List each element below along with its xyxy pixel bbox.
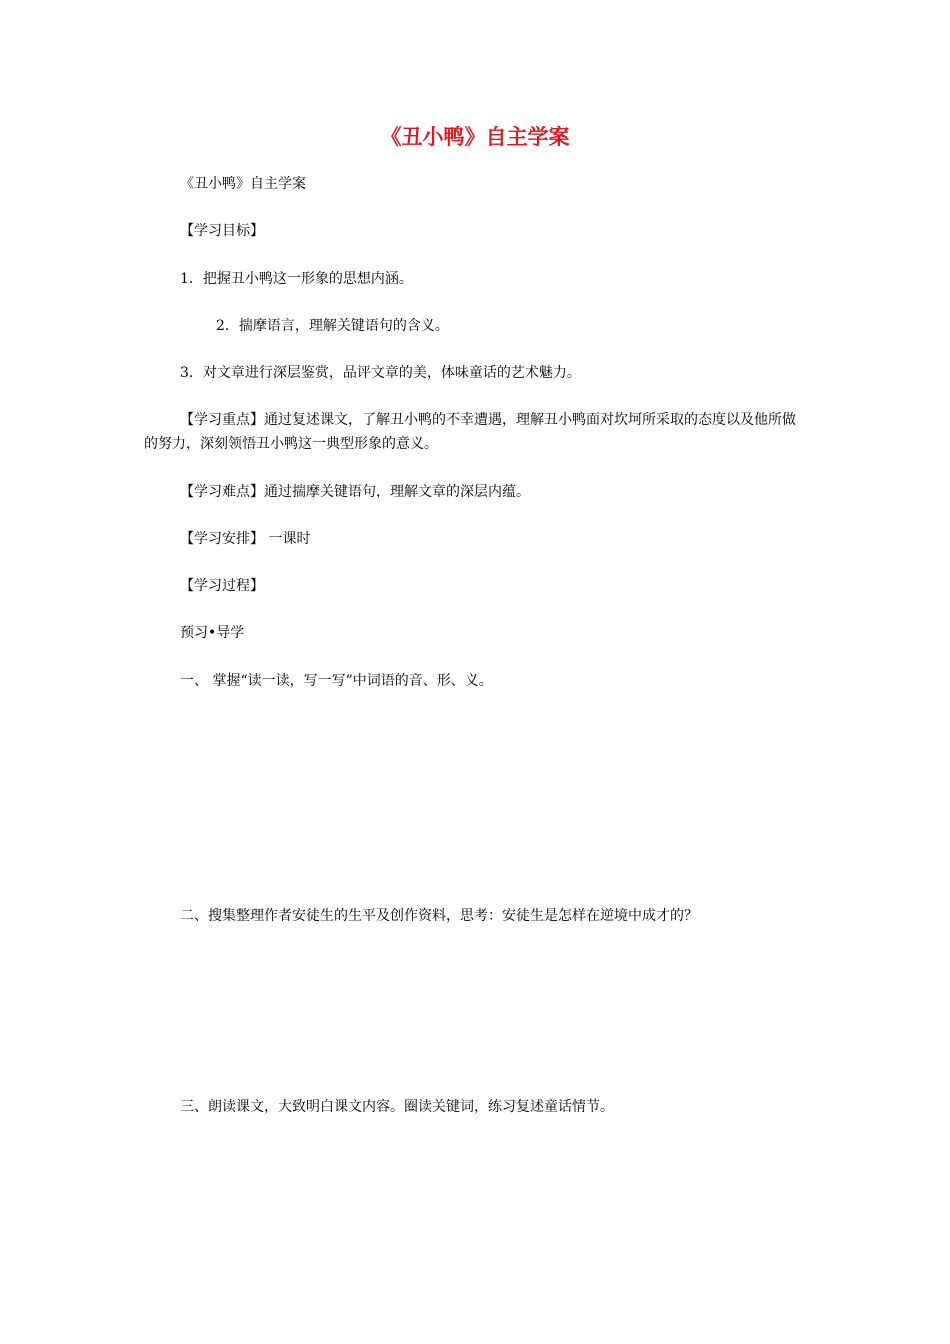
goal-item-1: 1．把握丑小鸭这一形象的思想内涵。 <box>180 271 413 287</box>
document-title: 《丑小鸭》自主学案 <box>380 125 570 149</box>
goals-heading: 【学习目标】 <box>180 223 264 239</box>
schedule-paragraph: 【学习安排】 一课时 <box>180 531 311 547</box>
task-item-1: 一、 掌握“读一读，写一写”中词语的音、形、义。 <box>180 673 493 689</box>
document-subtitle: 《丑小鸭》自主学案 <box>180 176 306 192</box>
task-item-2: 二、搜集整理作者安徒生的生平及创作资料，思考：安徒生是怎样在逆境中成才的？ <box>180 908 698 924</box>
process-heading: 【学习过程】 <box>180 578 264 594</box>
goal-item-3: 3．对文章进行深层鉴赏，品评文章的美，体味童话的艺术魅力。 <box>180 365 581 381</box>
preview-heading: 预习•导学 <box>180 625 245 641</box>
difficulties-paragraph: 【学习难点】通过揣摩关键语句，理解文章的深层内蕴。 <box>180 484 530 500</box>
task-item-3: 三、朗读课文，大致明白课文内容。圈读关键词，练习复述童话情节。 <box>180 1099 614 1115</box>
goal-item-2: 2．揣摩语言，理解关键语句的含义。 <box>216 318 449 334</box>
key-points-paragraph: 【学习重点】通过复述课文，了解丑小鸭的不幸遭遇，理解丑小鸭面对坎坷所采取的态度以及他所做的努力，深刻领悟丑小鸭这一典型形象的意义。 <box>144 412 796 452</box>
